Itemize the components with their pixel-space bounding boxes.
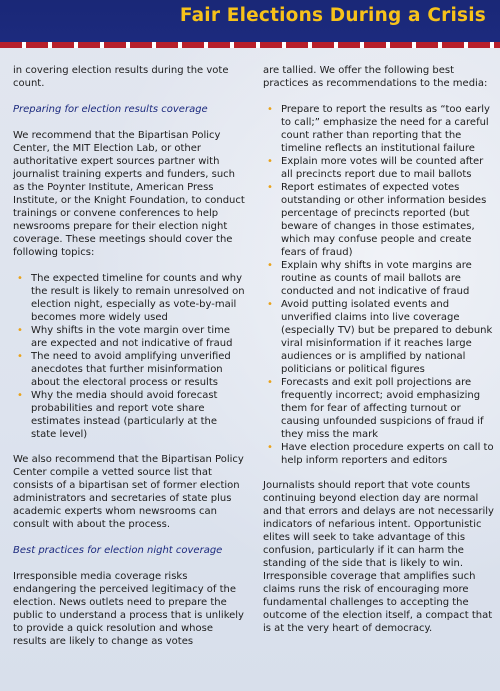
bullet-icon: • <box>267 182 273 193</box>
recommend-paragraph: We recommend that the Bipartisan Policy Center, the MIT Election Lab, or other authoritative expert sources partner with journalist training experts and funders, such as the Poynter Institute, American Press Institute, or the Knight Foundation, to conduct trainings or convene conferences to help newsrooms prepare for their election night coverage. These meetings should cover the following topics: <box>13 130 245 258</box>
tallied-paragraph: are tallied. We offer the following best practices as recommendations to the media: <box>263 65 488 89</box>
list-item-text: Explain more votes will be counted after all precincts report due to mail ballots <box>281 156 484 180</box>
right-column <box>263 64 495 648</box>
page-header <box>0 0 500 42</box>
list-item <box>263 376 495 441</box>
bullet-icon: • <box>267 299 273 310</box>
bullet-icon: • <box>267 260 273 271</box>
list-item-text: Why shifts in the vote margin over time are expected and not indicative of fraud <box>31 325 233 349</box>
list-item-text: Have election procedure experts on call to help inform reporters and editors <box>281 442 494 466</box>
list-item-text: The need to avoid amplifying unverified anecdotes that further misinformation about the electoral process or results <box>31 351 231 388</box>
list-item-text: Forecasts and exit poll projections are frequently incorrect; avoid emphasizing them for fear of affecting turnout or causing unfounded suspicions of fraud if they miss the mark <box>281 377 484 440</box>
section-heading-best-practices: Best practices for election night coverage <box>13 545 223 556</box>
intro-paragraph: in covering election results during the vote count. <box>13 65 229 89</box>
section-heading-preparing: Preparing for election results coverage <box>13 104 208 115</box>
list-item <box>263 441 495 467</box>
list-item <box>263 298 495 376</box>
bullet-icon: • <box>17 273 23 284</box>
topics-list <box>13 272 245 441</box>
list-item <box>263 103 495 155</box>
list-item <box>13 324 245 350</box>
list-item <box>13 389 245 441</box>
journalists-paragraph: Journalists should report that vote counts continuing beyond election day are normal and that errors and delays are not necessarily indicators of nefarious intent. Opportunistic elites will seek to take advantage of this confusion, particularly if it can harm the standing of the side that is likely to win. Irresponsible coverage that amplifies such claims runs the risk of encouraging more fundamental challenges to accepting the outcome of the election itself, a compact that is at the very heart of democracy. <box>263 480 494 634</box>
practices-list <box>263 103 495 467</box>
bullet-icon: • <box>267 156 273 167</box>
list-item-text: Report estimates of expected votes outstanding or other information besides percentage of precincts reported (but beware of changes in those estimates, which may confuse people and create fears of fraud) <box>281 182 487 258</box>
list-item <box>13 350 245 389</box>
flag-stripe-divider <box>0 42 500 48</box>
list-item <box>263 155 495 181</box>
page-title: Fair Elections During a Crisis <box>179 5 486 26</box>
list-item <box>13 272 245 324</box>
list-item <box>263 259 495 298</box>
list-item <box>263 181 495 259</box>
bullet-icon: • <box>17 351 23 362</box>
left-column <box>13 64 245 661</box>
list-item-text: The expected timeline for counts and why the result is likely to remain unresolved on election night, especially as vote-by-mail becomes more widely used <box>31 273 245 323</box>
list-item-text: Why the media should avoid forecast probabilities and report vote share estimates instead (particularly at the state level) <box>31 390 218 440</box>
bullet-icon: • <box>17 390 23 401</box>
bullet-icon: • <box>17 325 23 336</box>
source-list-paragraph: We also recommend that the Bipartisan Policy Center compile a vetted source list that consists of a bipartisan set of former election administrators and secretaries of state plus academic experts whom newsrooms can consult with about the process. <box>13 454 244 530</box>
list-item-text: Prepare to report the results as “too early to call;” emphasize the need for a careful count rather than reporting that the timeline reflects an institutional failure <box>281 104 490 154</box>
list-item-text: Explain why shifts in vote margins are routine as counts of mail ballots are conducted and not indicative of fraud <box>281 260 472 297</box>
list-item-text: Avoid putting isolated events and unverified claims into live coverage (especially TV) but be prepared to debunk viral misinformation if it reaches large audiences or is amplified by national politicians or political figures <box>281 299 493 375</box>
bullet-icon: • <box>267 104 273 115</box>
irresponsible-paragraph: Irresponsible media coverage risks endangering the perceived legitimacy of the election. News outlets need to prepare the public to understand a process that is unlikely to provide a quick resolution and whose results are likely to change as votes <box>13 571 244 647</box>
bullet-icon: • <box>267 442 273 453</box>
bullet-icon: • <box>267 377 273 388</box>
